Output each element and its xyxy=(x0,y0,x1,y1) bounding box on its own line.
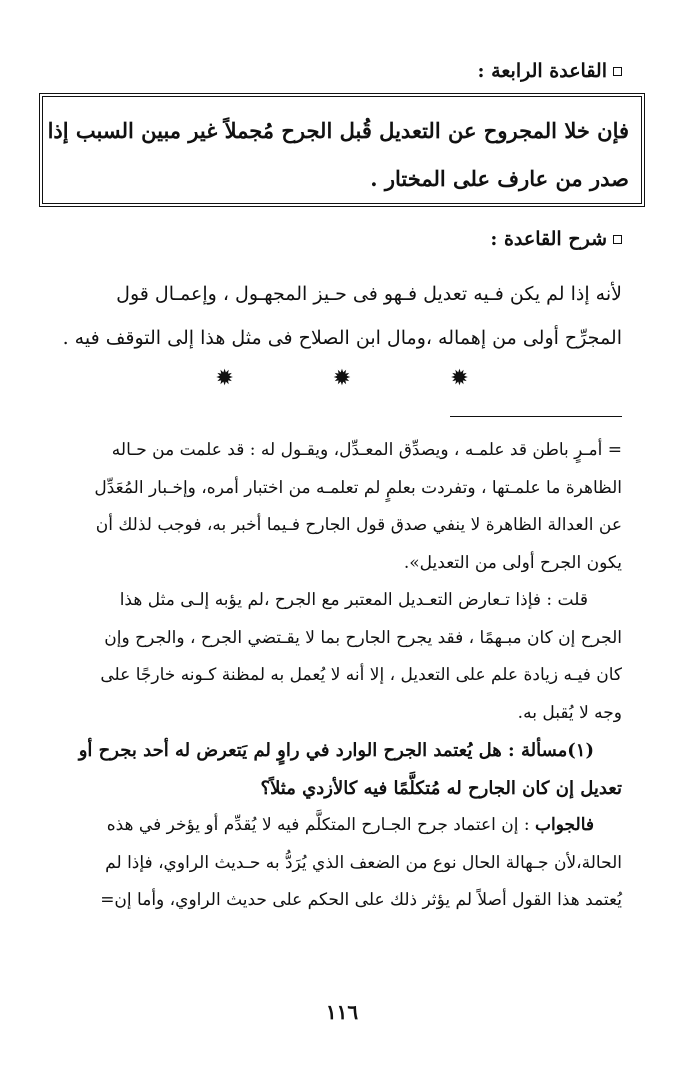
footnote-line: الظاهرة ما علمـتها ، وتفردت بعلمٍ لم تعلمـه من اختبار أمره، وإخـبار المُعَدِّل xyxy=(94,477,622,498)
question-text: : هل يُعتمد الجرح الوارد في راوٍ لم يَتعرض له أحد بجرح أو xyxy=(78,740,521,761)
comment-line: قلت : فإذا تـعارض التعـديل المعتبر مع الجرح ،لم يؤبه إلـى مثل هذا xyxy=(119,590,588,610)
footnote-block xyxy=(42,432,622,920)
explanation-paragraph xyxy=(42,272,622,360)
answer-text: : إن اعتماد جرح الجـارح المتكلَّم فيه لا يُقدِّم أو يؤخر في هذه xyxy=(106,815,536,835)
question-line xyxy=(42,732,622,770)
explanation-heading xyxy=(490,228,622,250)
answer-label: فالجواب xyxy=(535,815,594,835)
explanation-line: لأنه إذا لم يكن فـيه تعديل فـهو فى حـيز المجهـول ، وإعمـال قول xyxy=(116,283,622,305)
rule-line: صدر من عارف على المختار . xyxy=(370,166,629,191)
comment-line: الجرح إن كان مبـهمًا ، فقد يجرح الجارح بما لا يقـتضي الجرح ، والجرح وإن xyxy=(104,627,622,648)
rule-box xyxy=(42,96,642,204)
section-heading-text: القاعدة الرابعة : xyxy=(477,60,607,82)
question-label: (١)مسألة xyxy=(520,740,594,761)
answer-line: الحالة،لأن جـهالة الحال نوع من الضعف الذي يُرَدُّ به حـديث الراوي، فإذا لم xyxy=(105,852,622,873)
page-number: ١١٦ xyxy=(325,1000,359,1024)
footnote-line: = أمـرٍ باطن قد علمـه ، ويصدِّق المعـدِّل، ويقـول له : قد علمت من حـاله xyxy=(111,440,622,460)
footnote-line: يكون الجرح أولى من التعديل». xyxy=(403,552,622,573)
comment-line: كان فيـه زيادة علم على التعديل ، إلا أنه لا يُعمل به لمظنة كـونه خارجًا على xyxy=(100,665,622,685)
footnote-line: عن العدالة الظاهرة لا ينفي صدق قول الجارح فـيما أخبر به، فوجب لذلك أن xyxy=(95,515,622,535)
footnote-divider xyxy=(450,416,622,417)
explanation-heading-text: شرح القاعدة : xyxy=(490,228,607,250)
answer-line xyxy=(42,807,622,845)
question-line: تعديل إن كان الجارح له مُتكلَّمًا فيه كالأزدي مثلاً؟ xyxy=(260,777,622,799)
rule-line: فإن خلا المجروح عن التعديل قُبل الجرح مُجملاً غير مبين السبب إذا xyxy=(47,118,629,143)
square-bullet-icon xyxy=(613,67,622,76)
separator-stars: ✹ ✹ ✹ xyxy=(215,366,515,391)
comment-line: وجه لا يُقبل به. xyxy=(517,702,622,723)
square-bullet-icon xyxy=(613,235,622,244)
answer-line: يُعتمد هذا القول أصلاً لم يؤثر ذلك على الحكم على حديث الراوي، وأما إن= xyxy=(100,890,622,910)
section-heading xyxy=(478,60,622,82)
explanation-line: المجرِّح أولى من إهماله ،ومال ابن الصلاح فى مثل هذا إلى التوقف فيه . xyxy=(62,327,622,349)
